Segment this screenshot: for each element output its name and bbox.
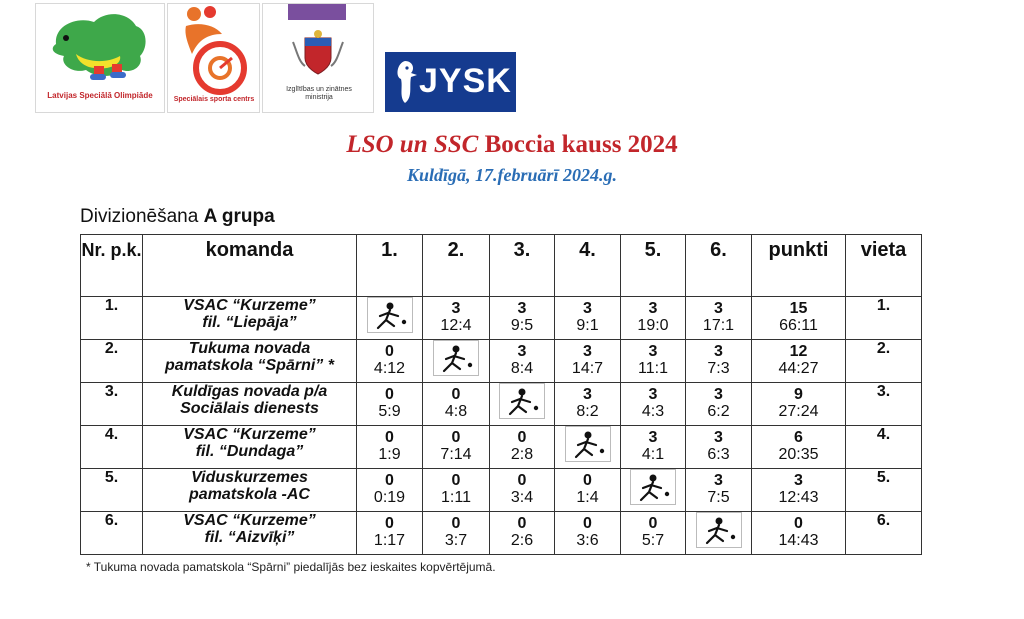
match-score: 5:9 [378,403,401,420]
total-points: 15 [789,300,808,317]
match-cell [357,469,423,512]
match-cell [621,340,686,383]
table-row [81,469,922,512]
header-place: vieta [846,235,922,297]
match-points: 0 [648,515,658,532]
match-points: 0 [385,343,394,360]
ssc-logo-text: Speciālais sporta centrs [173,96,255,103]
match-cell [555,340,621,383]
header-col-3: 3. [490,235,555,297]
self-match-cell [686,512,752,555]
match-score: 3:6 [576,532,599,549]
lso-logo-text: Latvijas Speciālā Olimpiāde [47,91,153,100]
boccia-player-icon [367,297,413,333]
match-cell [357,512,423,555]
boccia-player-icon [499,383,545,419]
place-cell: 2. [846,340,922,383]
team-name [143,340,357,383]
match-cell [686,469,752,512]
team-name-line2: fil. “Dundaga” [195,443,304,460]
match-score: 4:3 [641,403,665,420]
match-points: 0 [451,472,461,489]
match-cell [423,426,490,469]
match-cell [423,512,490,555]
points-cell [752,383,846,426]
match-points: 0 [385,472,394,489]
match-points: 0 [517,515,527,532]
match-cell [555,469,621,512]
lso-logo [35,3,165,113]
match-score: 6:2 [707,403,730,420]
points-cell [752,426,846,469]
match-cell [423,469,490,512]
match-cell [357,383,423,426]
header-nr: Nr. p.k. [81,235,143,297]
match-points: 3 [648,300,658,317]
page-title-italic: LSO un SSC [346,131,479,158]
match-points: 3 [583,386,592,403]
team-name-line2: fil. “Aizvīķi” [204,529,295,546]
header-team: komanda [143,235,357,297]
match-cell [621,512,686,555]
match-cell [490,469,555,512]
match-score: 9:5 [510,317,534,334]
match-points: 3 [648,343,658,360]
total-score: 27:24 [778,403,819,420]
place-cell: 6. [846,512,922,555]
header-col-4: 4. [555,235,621,297]
match-points: 3 [714,300,723,317]
table-row [81,383,922,426]
table-row [81,426,922,469]
row-nr: 4. [81,426,143,469]
match-cell [423,297,490,340]
table-row [81,340,922,383]
points-cell [752,340,846,383]
match-cell [686,426,752,469]
match-points: 0 [385,386,394,403]
match-score: 7:3 [707,360,730,377]
match-cell [621,426,686,469]
match-score: 1:4 [576,489,599,506]
match-score: 8:2 [576,403,599,420]
match-score: 7:5 [707,489,730,506]
match-score: 2:8 [510,446,534,463]
match-points: 3 [583,300,592,317]
match-score: 2:6 [510,532,534,549]
team-name-line1: Kuldīgas novada p/a [171,383,328,400]
header-col-6: 6. [686,235,752,297]
header-col-1: 1. [357,235,423,297]
place-cell: 5. [846,469,922,512]
match-points: 0 [583,472,592,489]
team-name-line2: pamatskola “Spārni” * [165,357,334,374]
place-cell: 3. [846,383,922,426]
total-points: 9 [794,386,803,403]
match-score: 8:4 [510,360,534,377]
match-score: 4:8 [444,403,468,420]
table-header-row [81,235,922,297]
match-cell [621,383,686,426]
jysk-logo [385,52,516,112]
group-label-group: A grupa [203,206,275,227]
match-score: 0:19 [373,489,406,506]
match-score: 9:1 [576,317,599,334]
row-nr: 6. [81,512,143,555]
izm-purple-bar [288,4,346,20]
match-score: 12:4 [440,317,472,334]
team-name [143,297,357,340]
match-cell [555,512,621,555]
match-points: 3 [648,386,658,403]
total-points: 0 [794,515,803,532]
match-score: 3:4 [510,489,534,506]
match-score: 6:3 [707,446,730,463]
team-name-line2: Sociālais dienests [180,400,319,417]
team-name-line1: Viduskurzemes [191,469,308,486]
row-nr: 1. [81,297,143,340]
match-points: 3 [714,386,723,403]
page-title-rest: Boccia kauss 2024 [478,131,678,158]
boccia-player-icon [630,469,676,505]
total-points: 6 [794,429,803,446]
match-score: 1:9 [378,446,401,463]
jysk-bird-icon [391,57,421,107]
row-nr: 2. [81,340,143,383]
boccia-player-icon [565,426,611,462]
page-title [0,131,1024,159]
match-points: 3 [714,429,723,446]
jysk-logo-text: JYSK [419,62,512,100]
self-match-cell [357,297,423,340]
match-points: 3 [451,300,461,317]
team-name [143,383,357,426]
points-cell [752,512,846,555]
match-cell [490,297,555,340]
self-match-cell [423,340,490,383]
match-cell [686,340,752,383]
match-score: 11:1 [638,360,668,377]
team-name-line2: pamatskola -AC [189,486,310,503]
match-points: 0 [451,386,461,403]
header-points: punkti [752,235,846,297]
match-cell [357,426,423,469]
match-points: 0 [385,429,394,446]
place-cell: 4. [846,426,922,469]
match-score: 7:14 [440,446,472,463]
match-score: 19:0 [637,317,669,334]
points-cell [752,469,846,512]
match-points: 0 [517,429,527,446]
total-points: 12 [789,343,808,360]
team-name [143,469,357,512]
team-name-line1: Tukuma novada [188,340,311,357]
self-match-cell [555,426,621,469]
match-points: 0 [517,472,527,489]
team-name-line1: VSAC “Kurzeme” [183,512,316,529]
total-score: 44:27 [778,360,819,377]
match-cell [490,340,555,383]
match-points: 3 [714,343,723,360]
match-cell [686,297,752,340]
match-points: 3 [648,429,658,446]
table-row [81,512,922,555]
points-cell [752,297,846,340]
match-points: 0 [451,515,461,532]
group-label-prefix: Divizionēšana [80,206,199,227]
ssc-logo [167,3,260,113]
match-points: 0 [385,515,394,532]
total-score: 20:35 [778,446,819,463]
boccia-player-icon [433,340,479,376]
footnote: * Tukuma novada pamatskola “Spārni” piedalījās bez ieskaites kopvērtējumā. [86,560,496,574]
results-table [80,234,922,555]
izm-logo [262,3,374,113]
header-col-5: 5. [621,235,686,297]
match-score: 14:7 [571,360,604,377]
team-name-line1: VSAC “Kurzeme” [183,426,316,443]
match-score: 1:11 [441,489,471,506]
latvia-coat-of-arms-icon [263,28,373,88]
match-score: 5:7 [641,532,665,549]
place-cell: 1. [846,297,922,340]
match-score: 1:17 [373,532,406,549]
match-cell [357,340,423,383]
page-subtitle: Kuldīgā, 17.februārī 2024.g. [406,165,618,185]
total-score: 14:43 [778,532,819,549]
row-nr: 3. [81,383,143,426]
match-points: 3 [714,472,723,489]
self-match-cell [621,469,686,512]
match-score: 4:1 [641,446,665,463]
match-score: 4:12 [373,360,406,377]
match-cell [555,383,621,426]
total-score: 66:11 [779,317,818,334]
match-points: 3 [517,343,527,360]
group-label [80,206,275,228]
match-cell [490,512,555,555]
team-name [143,512,357,555]
match-score: 17:1 [702,317,735,334]
self-match-cell [490,383,555,426]
team-name [143,426,357,469]
total-points: 3 [794,472,803,489]
team-name-line1: VSAC “Kurzeme” [183,297,316,314]
match-points: 3 [583,343,592,360]
match-cell [555,297,621,340]
total-score: 12:43 [778,489,819,506]
izm-logo-text: Izglītības un zinātnes ministrija [286,86,352,101]
match-cell [621,297,686,340]
team-name-line2: fil. “Liepāja” [202,314,297,331]
header-col-2: 2. [423,235,490,297]
match-score: 3:7 [444,532,468,549]
match-cell [423,383,490,426]
match-cell [686,383,752,426]
match-points: 3 [517,300,527,317]
boccia-player-icon [696,512,742,548]
match-cell [490,426,555,469]
table-row [81,297,922,340]
match-points: 0 [583,515,592,532]
row-nr: 5. [81,469,143,512]
match-points: 0 [451,429,461,446]
